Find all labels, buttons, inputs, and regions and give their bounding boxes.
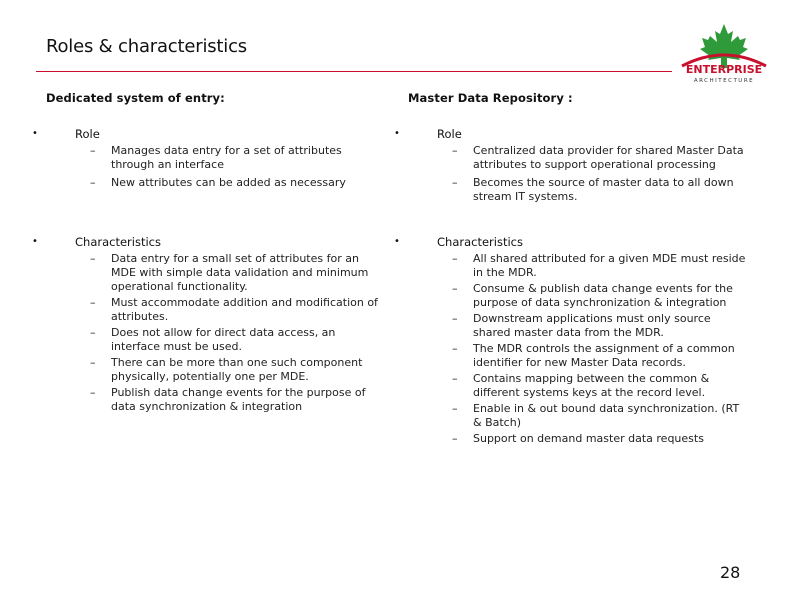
list-item: – Must accommodate addition and modification of attributes. <box>90 296 378 323</box>
bullet-icon: • <box>394 236 400 247</box>
left-heading: Dedicated system of entry: <box>46 91 225 105</box>
enterprise-architecture-logo <box>676 22 772 86</box>
list-item: – Downstream applications must only source shared master data from the MDR. <box>452 312 711 339</box>
list-item: – Support on demand master data requests <box>452 432 704 445</box>
right-role-label: Role <box>437 127 462 141</box>
left-column <box>32 91 386 416</box>
list-item: – Centralized data provider for shared Master Data attributes to support operational processing <box>452 144 744 171</box>
list-item: – Manages data entry for a set of attributes through an interface <box>90 144 342 171</box>
bullet-icon: • <box>32 128 38 139</box>
list-item: – The MDR controls the assignment of a common identifier for new Master Data records. <box>452 342 735 369</box>
title-divider <box>36 71 672 72</box>
list-item: – All shared attributed for a given MDE must reside in the MDR. <box>452 252 746 279</box>
list-item: – There can be more than one such component physically, potentially one per MDE. <box>90 356 363 383</box>
list-item: – Contains mapping between the common & different systems keys at the record level. <box>452 372 710 399</box>
list-item: – Data entry for a small set of attributes for an MDE with simple data validation and minimum operational functionality. <box>90 252 369 293</box>
list-item: – Enable in & out bound data synchronization. (RT & Batch) <box>452 402 740 429</box>
right-characteristics-list <box>408 252 748 446</box>
maple-leaf-icon <box>700 24 748 68</box>
right-characteristics-label: Characteristics <box>437 235 523 249</box>
slide-title: Roles & characteristics <box>46 36 247 57</box>
list-item: – Becomes the source of master data to all down stream IT systems. <box>452 176 734 203</box>
left-characteristics-section <box>32 235 386 414</box>
list-item: – New attributes can be added as necessary <box>90 176 346 189</box>
logo-text: ENTERPRISE <box>685 63 763 76</box>
left-characteristics-list <box>46 252 386 414</box>
right-column <box>394 91 748 448</box>
left-role-list <box>46 144 386 190</box>
bullet-icon: • <box>32 236 38 247</box>
list-item: – Consume & publish data change events for the purpose of data synchronization & integration <box>452 282 733 309</box>
left-characteristics-label: Characteristics <box>75 235 161 249</box>
list-item: – Publish data change events for the purpose of data synchronization & integration <box>90 386 366 413</box>
bullet-icon: • <box>394 128 400 139</box>
right-role-list <box>408 144 748 204</box>
page-number: 28 <box>720 563 741 582</box>
right-heading: Master Data Repository : <box>408 91 573 105</box>
left-role-label: Role <box>75 127 100 141</box>
logo-subtext: ARCHITECTURE <box>693 78 755 84</box>
list-item: – Does not allow for direct data access, an interface must be used. <box>90 326 336 353</box>
right-role-section <box>394 127 748 235</box>
right-characteristics-section <box>394 235 748 446</box>
left-role-section <box>32 127 386 235</box>
